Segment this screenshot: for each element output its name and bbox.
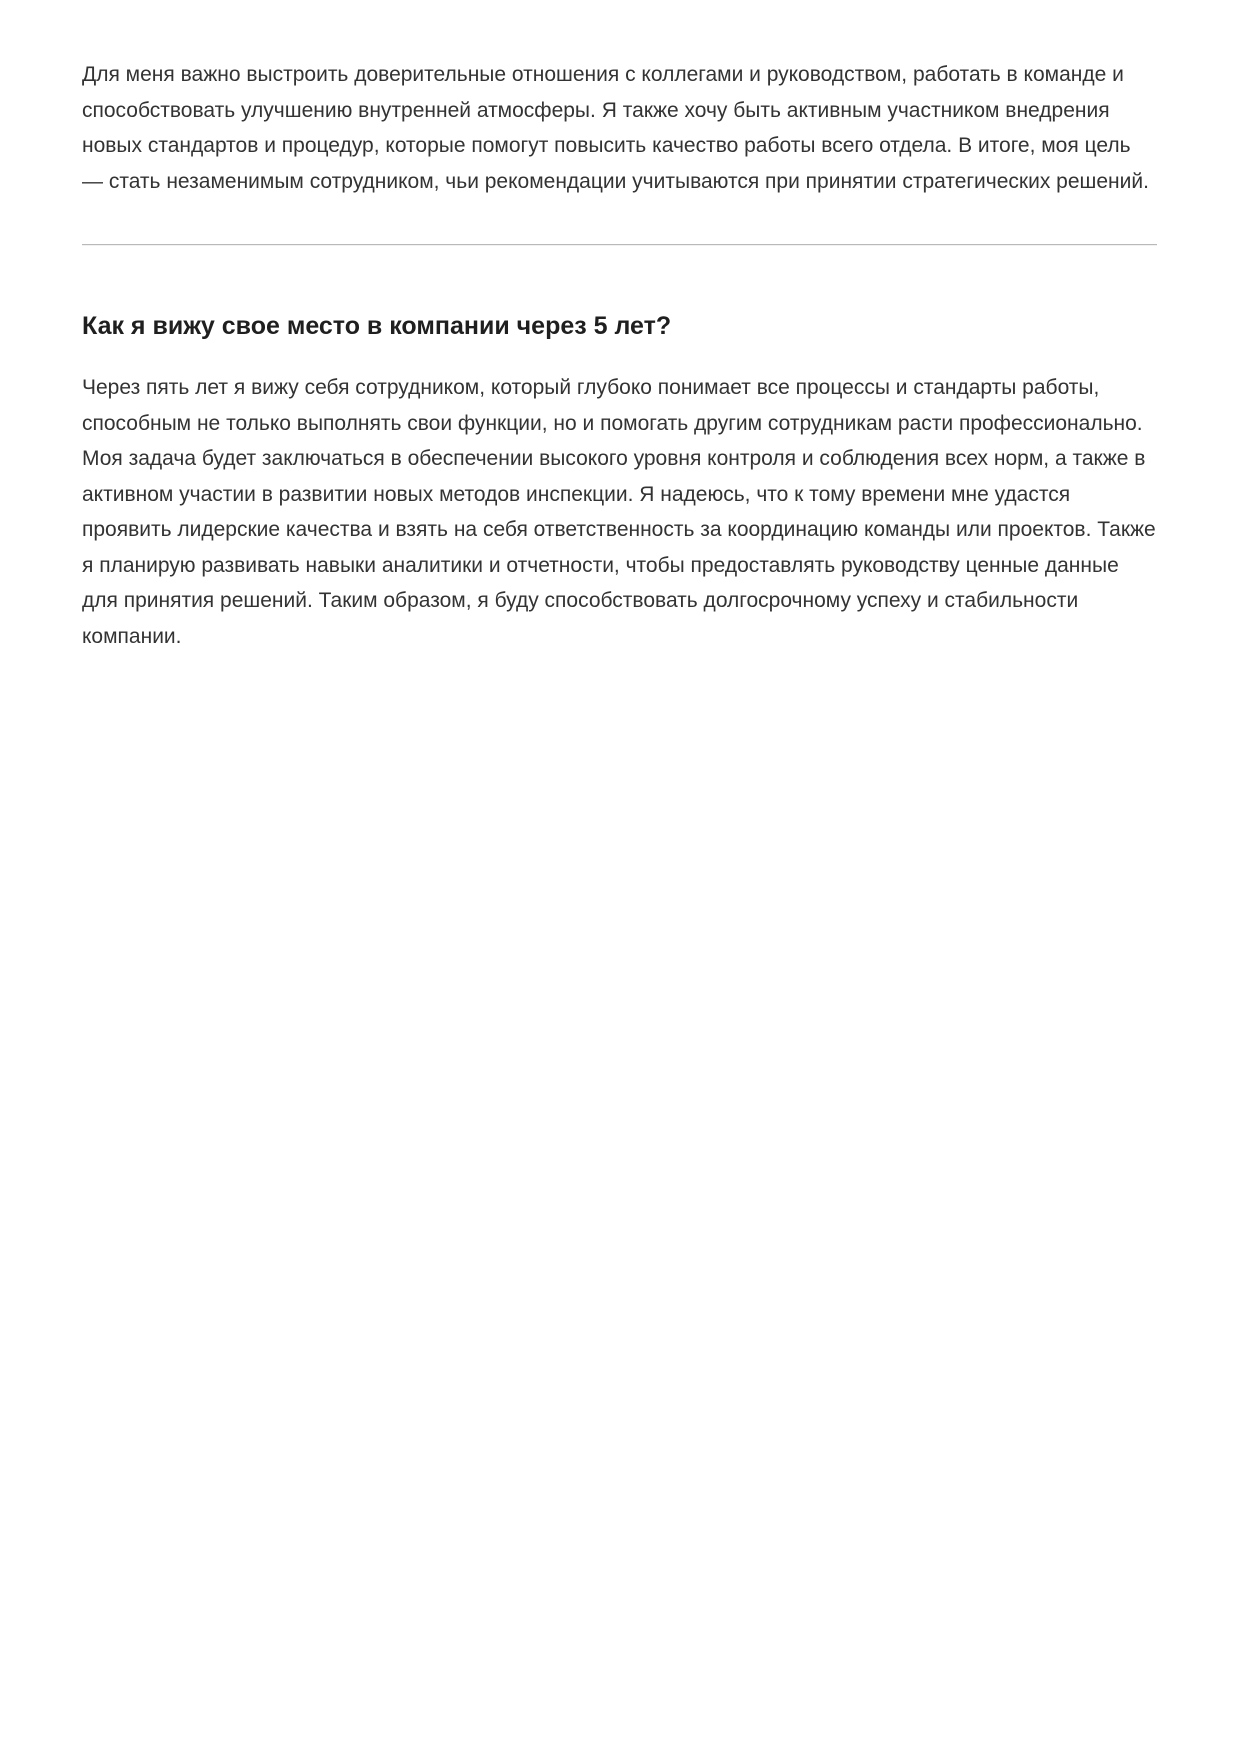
paragraph-career-goals: Для меня важно выстроить доверительные отношения с коллегами и руководством, работать в команде и способствовать улучшению внутренней атмосферы. Я также хочу быть активным участником внедрения новых стандартов и процедур, которые помогут повысить качество работы всего отдела. В итоге, моя цель — стать незаменимым сотрудником, чьи рекомендации учитываются при принятии стратегических решений. <box>82 63 1149 193</box>
paragraph-five-year-vision: Через пять лет я вижу себя сотрудником, который глубоко понимает все процессы и стандарты работы, способным не только выполнять свои функции, но и помогать другим сотрудникам расти профессионально. Моя задача будет заключаться в обеспечении высокого уровня контроля и соблюдения всех норм, а также в активном участии в развитии новых методов инспекции. Я надеюсь, что к тому времени мне удастся проявить лидерские качества и взять на себя ответственность за координацию команды или проектов. Также я планирую развивать навыки аналитики и отчетности, чтобы предоставлять руководству ценные данные для принятия решений. Таким образом, я буду способствовать долгосрочному успеху и стабильности компании. <box>82 376 1156 648</box>
section-divider <box>82 244 1157 246</box>
section-heading-five-years: Как я вижу свое место в компании через 5 лет? <box>82 312 672 340</box>
document-page <box>82 0 1157 654</box>
